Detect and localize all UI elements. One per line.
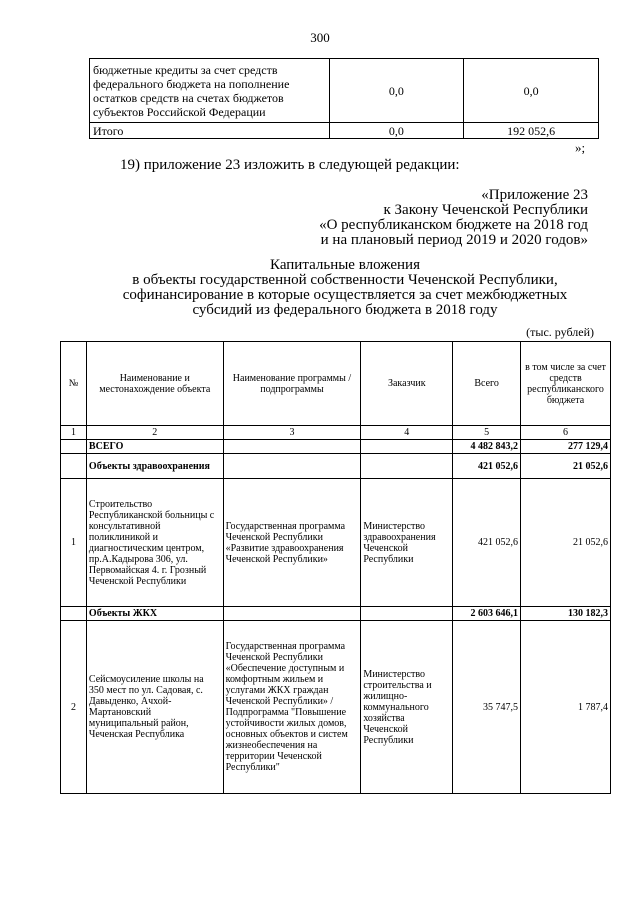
program-cell: Государственная программа Чеченской Республики «Развитие здравоохранения Чеченской Республики»	[223, 479, 361, 607]
object-cell: Строительство Республиканской больницы с консультативной поликлиникой и диагностическим центром, пр.А.Кадырова 306, ул. Первомайская 4. г. Грозный Чеченской Республики	[86, 479, 223, 607]
column-number: 3	[223, 426, 361, 440]
all-cell: 421 052,6	[453, 479, 521, 607]
column-header: №	[61, 342, 87, 426]
appendix-line: и на плановый период 2019 и 2020 годов»	[320, 232, 588, 248]
amendment-paragraph: 19) приложение 23 изложить в следующей редакции:	[120, 157, 460, 173]
value-cell: 192 052,6	[464, 123, 599, 139]
rep-cell: 21 052,6	[521, 479, 611, 607]
column-header: Наименование и местонахождение объекта	[86, 342, 223, 426]
group-row	[61, 607, 611, 621]
customer-cell: Министерство строительства и жилищно-коммунального хозяйства Чеченской Республики	[361, 621, 453, 794]
column-number: 2	[86, 426, 223, 440]
group-all: 2 603 646,1	[453, 607, 521, 621]
group-rep: 21 052,6	[521, 454, 611, 479]
column-header: в том числе за счет средств республиканского бюджета	[521, 342, 611, 426]
row-label: Итого	[90, 123, 330, 139]
value-cell: 0,0	[464, 59, 599, 123]
column-number: 6	[521, 426, 611, 440]
header-row	[61, 342, 611, 426]
appendix-line: к Закону Чеченской Республики	[383, 202, 588, 218]
title-line: субсидий из федерального бюджета в 2018 году	[192, 302, 498, 318]
title-line: Капитальные вложения	[270, 257, 420, 273]
column-number: 5	[453, 426, 521, 440]
appendix-header	[168, 188, 588, 248]
table-row	[90, 59, 599, 123]
total-rep: 277 129,4	[521, 440, 611, 454]
top-table	[89, 58, 599, 139]
closing-quote: »;	[575, 140, 586, 155]
row-label: бюджетные кредиты за счет средств федерального бюджета на пополнение остатков средств на счетах бюджетов субъектов Российской Федерации	[90, 59, 330, 123]
column-header: Заказчик	[361, 342, 453, 426]
table-row	[61, 479, 611, 607]
column-number: 4	[361, 426, 453, 440]
all-cell: 35 747,5	[453, 621, 521, 794]
column-number-row	[61, 426, 611, 440]
capital-investment-table	[60, 341, 611, 794]
row-number: 2	[61, 621, 87, 794]
rep-cell: 1 787,4	[521, 621, 611, 794]
customer-cell: Министерство здравоохранения Чеченской Республики	[361, 479, 453, 607]
column-number: 1	[61, 426, 87, 440]
table-row	[61, 621, 611, 794]
value-cell: 0,0	[329, 59, 464, 123]
total-row	[61, 440, 611, 454]
total-label: ВСЕГО	[86, 440, 223, 454]
value-cell: 0,0	[329, 123, 464, 139]
row-number: 1	[61, 479, 87, 607]
title-line: в объекты государственной собственности Чеченской Республики,	[132, 272, 558, 288]
title-line: софинансирование в которые осуществляется за счет межбюджетных	[122, 287, 568, 303]
appendix-line: «Приложение 23	[481, 187, 588, 203]
document-title	[0, 258, 640, 318]
column-header: Всего	[453, 342, 521, 426]
program-cell: Государственная программа Чеченской Республики «Обеспечение доступным и комфортным жильем и услугами ЖКХ граждан Чеченской Республики» / Подпрограмма "Повышение устойчивости жилых домов, основных объектов и систем жизнеобеспечения на территории Чеченской Республики"	[223, 621, 361, 794]
units-note: (тыс. рублей)	[526, 325, 594, 339]
total-all: 4 482 843,2	[453, 440, 521, 454]
group-rep: 130 182,3	[521, 607, 611, 621]
group-label: Объекты здравоохранения	[86, 454, 223, 479]
group-label: Объекты ЖКХ	[86, 607, 223, 621]
appendix-line: «О республиканском бюджете на 2018 год	[319, 217, 588, 233]
object-cell: Сейсмоусиление школы на 350 мест по ул. Садовая, с. Давыденко, Ачхой-Мартановский муниципальный район, Чеченская Республика	[86, 621, 223, 794]
group-all: 421 052,6	[453, 454, 521, 479]
group-row	[61, 454, 611, 479]
table-row	[90, 123, 599, 139]
page-number: 300	[310, 30, 330, 45]
column-header: Наименование программы / подпрограммы	[223, 342, 361, 426]
